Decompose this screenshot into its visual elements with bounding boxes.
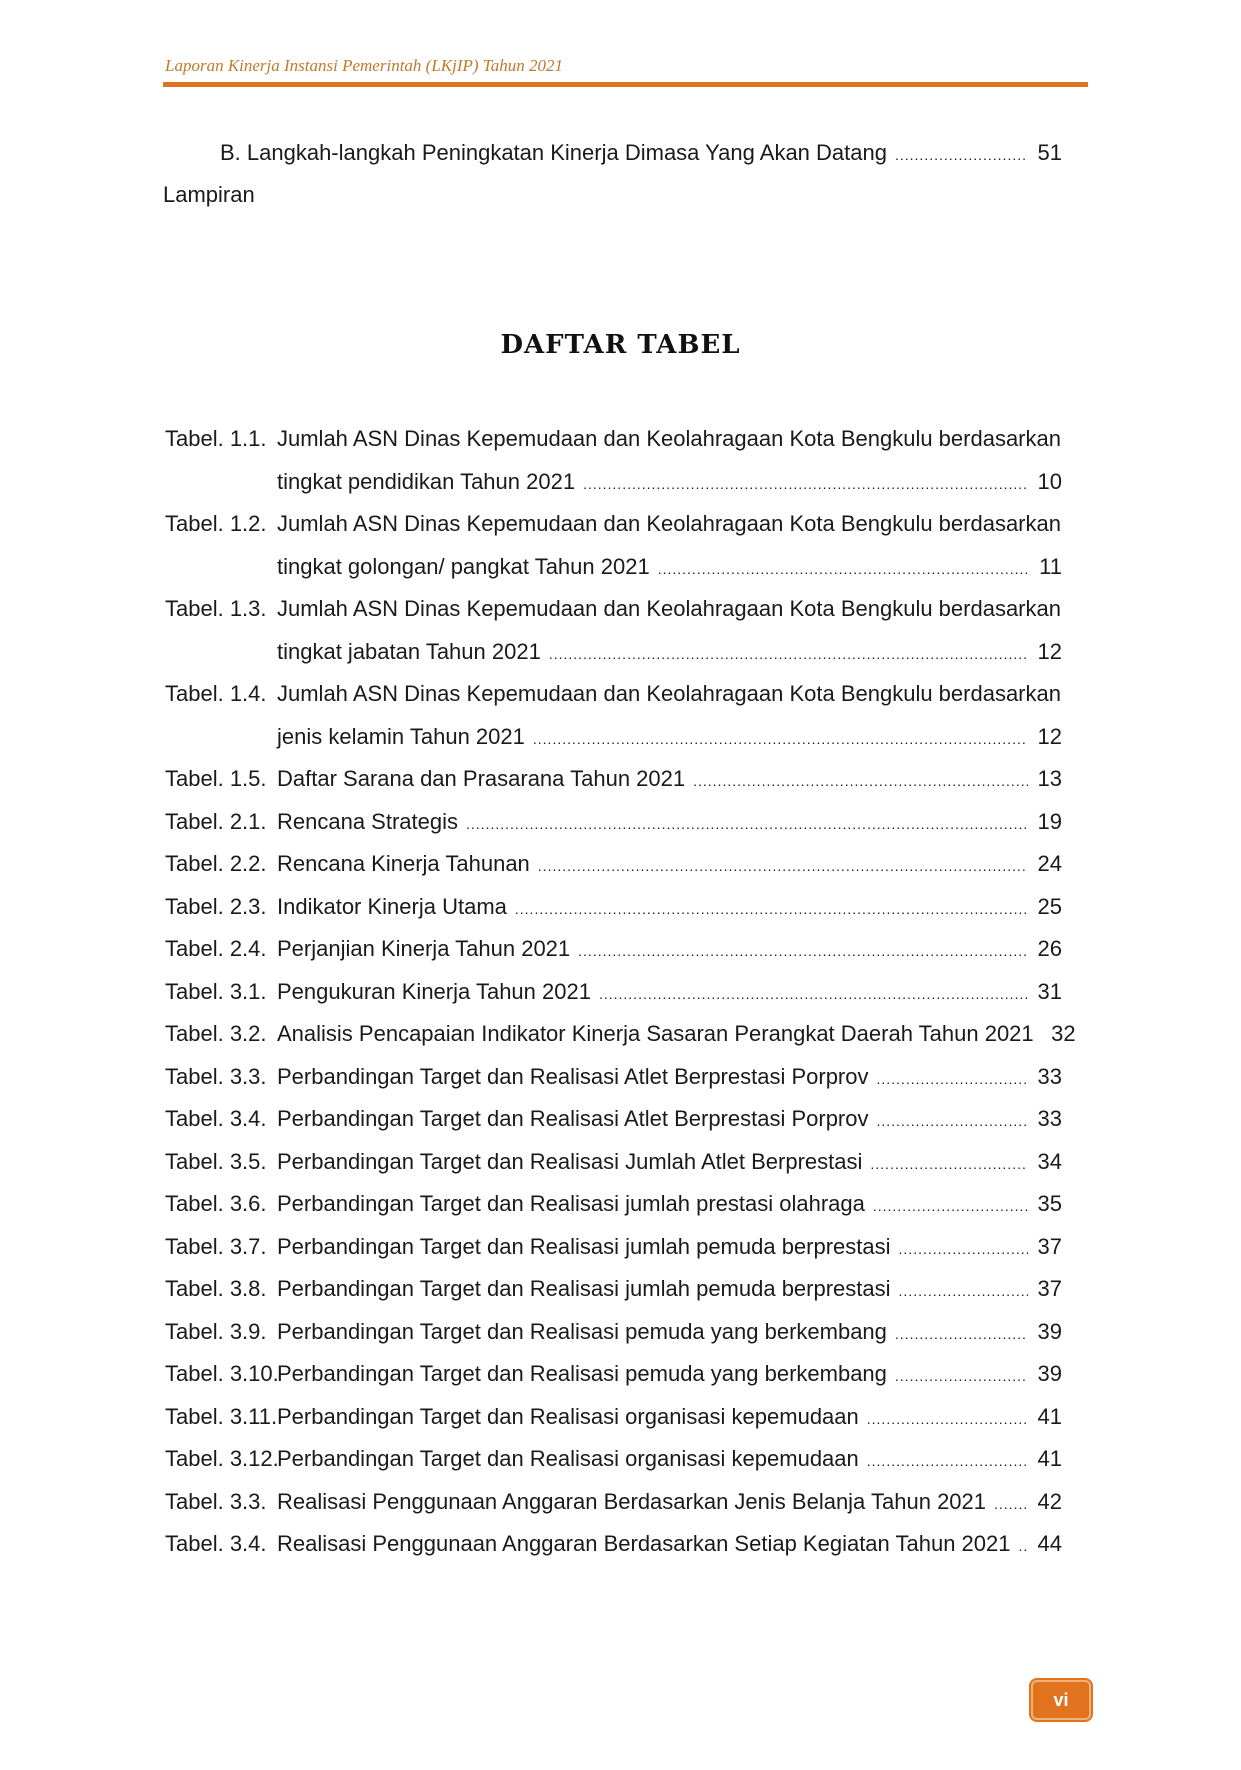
dot-leader	[1019, 1532, 1029, 1560]
dot-leader	[658, 555, 1028, 583]
table-entry[interactable]	[165, 1530, 1062, 1558]
table-entry-label: Tabel. 2.3.	[165, 893, 267, 919]
table-entry-page: 44	[1037, 1531, 1062, 1556]
dot-leader	[515, 895, 1028, 923]
table-entry-title: Realisasi Penggunaan Anggaran Berdasarkan Setiap Kegiatan Tahun 2021	[277, 1531, 1011, 1556]
dot-leader	[870, 1150, 1028, 1178]
document-running-header: Laporan Kinerja Instansi Pemerintah (LKjIP) Tahun 2021	[165, 56, 563, 75]
table-entry-page: 25	[1037, 893, 1062, 919]
table-entry-page: 12	[1037, 638, 1062, 664]
table-entry-page: 34	[1037, 1148, 1062, 1174]
table-entry[interactable]	[165, 1445, 1062, 1473]
dot-leader	[895, 1362, 1028, 1390]
table-entry[interactable]	[165, 1275, 1062, 1303]
table-entry[interactable]	[165, 1063, 1062, 1091]
table-entry-label: Tabel. 3.4.	[165, 1106, 267, 1131]
table-entry[interactable]	[165, 1318, 1062, 1346]
table-entry-title: Jumlah ASN Dinas Kepemudaan dan Keolahragaan Kota Bengkulu berdasarkan	[277, 511, 1061, 536]
table-entry[interactable]	[165, 1105, 1062, 1133]
table-entry[interactable]	[165, 850, 1062, 878]
dot-leader	[895, 1320, 1028, 1348]
table-entry-label: Tabel. 1.4.	[165, 681, 267, 706]
table-entry-title: Perjanjian Kinerja Tahun 2021	[277, 936, 571, 961]
table-entry-page: 24	[1037, 851, 1062, 876]
table-entry-title-continued: tingkat pendidikan Tahun 2021	[277, 468, 576, 494]
table-entry-label: Tabel. 1.5.	[165, 766, 267, 791]
toc-entry-lampiran[interactable]: Lampiran	[163, 182, 255, 207]
table-entry-label: Tabel. 2.2.	[165, 851, 267, 876]
table-entry-label: Tabel. 1.2.	[165, 511, 267, 536]
table-entry[interactable]	[165, 765, 1062, 793]
table-entry[interactable]	[165, 1233, 1062, 1261]
table-entry[interactable]	[165, 510, 1062, 581]
table-entry[interactable]	[165, 1020, 1076, 1048]
table-entry[interactable]	[165, 1360, 1062, 1388]
table-entry-page: 39	[1037, 1318, 1062, 1344]
table-entry-title-continued: tingkat golongan/ pangkat Tahun 2021	[277, 553, 650, 579]
dot-leader	[538, 852, 1028, 880]
table-entry-title: Perbandingan Target dan Realisasi organisasi kepemudaan	[277, 1446, 859, 1471]
page-number-badge: vi	[1031, 1680, 1091, 1720]
dot-leader	[583, 470, 1028, 498]
table-entry-title: Daftar Sarana dan Prasarana Tahun 2021	[277, 766, 686, 791]
table-entry-page: 41	[1037, 1403, 1062, 1429]
toc-entry-b-page: 51	[1037, 140, 1062, 165]
table-entry-page: 12	[1037, 723, 1062, 749]
table-entry-title: Perbandingan Target dan Realisasi Atlet Berprestasi Porprov	[277, 1106, 869, 1131]
table-entry-page: 39	[1037, 1361, 1062, 1386]
table-entry-title: Jumlah ASN Dinas Kepemudaan dan Keolahragaan Kota Bengkulu berdasarkan	[277, 426, 1061, 451]
table-entry-label: Tabel. 2.1.	[165, 808, 267, 834]
table-entry-page: 37	[1037, 1233, 1062, 1259]
dot-leader	[899, 1235, 1028, 1263]
table-entry[interactable]	[165, 978, 1062, 1006]
table-entry-title: Rencana Kinerja Tahunan	[277, 851, 530, 876]
dot-leader	[877, 1065, 1029, 1093]
toc-entry-b[interactable]	[220, 139, 1062, 169]
dot-leader	[867, 1405, 1028, 1433]
table-entry[interactable]	[165, 1148, 1062, 1176]
table-entry-label: Tabel. 3.11.	[165, 1403, 278, 1429]
table-entry-page: 37	[1037, 1276, 1062, 1301]
table-entry[interactable]	[165, 1488, 1062, 1516]
table-entry-label: Tabel. 3.8.	[165, 1276, 267, 1301]
toc-entry-b-text: B. Langkah-langkah Peningkatan Kinerja Dimasa Yang Akan Datang	[220, 140, 887, 165]
table-entry-title: Perbandingan Target dan Realisasi Jumlah Atlet Berprestasi	[277, 1148, 863, 1174]
table-entry-title: Rencana Strategis	[277, 808, 458, 834]
table-entry-title: Indikator Kinerja Utama	[277, 893, 507, 919]
table-entry[interactable]	[165, 595, 1062, 666]
dot-leader	[533, 725, 1028, 753]
table-entry-label: Tabel. 3.7.	[165, 1233, 267, 1259]
table-entry-label: Tabel. 1.1.	[165, 426, 267, 451]
table-entry-page: 10	[1037, 468, 1062, 494]
table-entry-label: Tabel. 2.4.	[165, 936, 267, 961]
section-title: DAFTAR TABEL	[500, 330, 741, 360]
table-entry-label: Tabel. 3.1.	[165, 978, 267, 1004]
dot-leader	[899, 1277, 1028, 1305]
table-entry-label: Tabel. 3.10.	[165, 1361, 279, 1386]
dot-leader	[466, 810, 1028, 838]
table-entry-title: Perbandingan Target dan Realisasi pemuda yang berkembang	[277, 1361, 887, 1386]
table-entry-title: Perbandingan Target dan Realisasi Atlet Berprestasi Porprov	[277, 1063, 869, 1089]
table-entry[interactable]	[165, 1403, 1062, 1431]
table-entry-title: Pengukuran Kinerja Tahun 2021	[277, 978, 591, 1004]
table-entry-title: Perbandingan Target dan Realisasi jumlah pemuda berprestasi	[277, 1276, 891, 1301]
table-entry-title-continued: tingkat jabatan Tahun 2021	[277, 638, 541, 664]
table-entry[interactable]	[165, 935, 1062, 963]
table-entry-page: 31	[1037, 978, 1062, 1004]
table-entry-page: 19	[1037, 808, 1062, 834]
table-entry-title: Perbandingan Target dan Realisasi jumlah pemuda berprestasi	[277, 1233, 891, 1259]
table-entry[interactable]	[165, 808, 1062, 836]
table-entry-label: Tabel. 3.2.	[165, 1021, 267, 1046]
dot-leader	[599, 980, 1028, 1008]
dot-leader	[549, 640, 1028, 668]
table-entry-page: 42	[1037, 1488, 1062, 1514]
table-entry-label: Tabel. 3.3.	[165, 1063, 267, 1089]
table-entry[interactable]	[165, 1190, 1062, 1218]
table-entry-label: Tabel. 3.6.	[165, 1191, 267, 1216]
dot-leader	[693, 767, 1028, 795]
table-entry-label: Tabel. 3.3.	[165, 1488, 267, 1514]
dot-leader	[578, 937, 1028, 965]
table-entry-page: 13	[1037, 766, 1062, 791]
header-rule	[163, 82, 1088, 87]
table-entry-title: Analisis Pencapaian Indikator Kinerja Sasaran Perangkat Daerah Tahun 2021	[277, 1021, 1034, 1046]
table-entry[interactable]	[165, 680, 1062, 751]
dot-leader	[867, 1447, 1028, 1475]
table-entry-page: 41	[1037, 1446, 1062, 1471]
table-entry-title: Jumlah ASN Dinas Kepemudaan dan Keolahragaan Kota Bengkulu berdasarkan	[277, 596, 1061, 621]
table-entry-label: Tabel. 3.4.	[165, 1531, 267, 1556]
table-entry-page: 11	[1039, 553, 1062, 579]
table-entry-title: Perbandingan Target dan Realisasi jumlah prestasi olahraga	[277, 1191, 865, 1216]
dot-leader	[873, 1192, 1028, 1220]
table-entry-label: Tabel. 3.12.	[165, 1446, 279, 1471]
table-entry-title: Realisasi Penggunaan Anggaran Berdasarkan Jenis Belanja Tahun 2021	[277, 1488, 987, 1514]
table-entry-label: Tabel. 1.3.	[165, 596, 267, 621]
table-entry[interactable]	[165, 893, 1062, 921]
table-entry-label: Tabel. 3.9.	[165, 1318, 267, 1344]
table-entry-title: Perbandingan Target dan Realisasi organisasi kepemudaan	[277, 1403, 859, 1429]
table-entry-page: 33	[1037, 1063, 1062, 1089]
dot-leader	[994, 1490, 1028, 1518]
table-entry-page: 32	[1051, 1021, 1076, 1046]
table-entry[interactable]	[165, 425, 1062, 496]
dot-leader	[895, 141, 1028, 169]
table-entry-title-continued: jenis kelamin Tahun 2021	[277, 723, 525, 749]
table-entry-label: Tabel. 3.5.	[165, 1148, 267, 1174]
table-entry-page: 35	[1037, 1191, 1062, 1216]
dot-leader	[877, 1107, 1029, 1135]
table-entry-title: Jumlah ASN Dinas Kepemudaan dan Keolahragaan Kota Bengkulu berdasarkan	[277, 681, 1061, 706]
table-entry-title: Perbandingan Target dan Realisasi pemuda yang berkembang	[277, 1318, 887, 1344]
table-entry-page: 26	[1037, 936, 1062, 961]
table-entry-page: 33	[1037, 1106, 1062, 1131]
